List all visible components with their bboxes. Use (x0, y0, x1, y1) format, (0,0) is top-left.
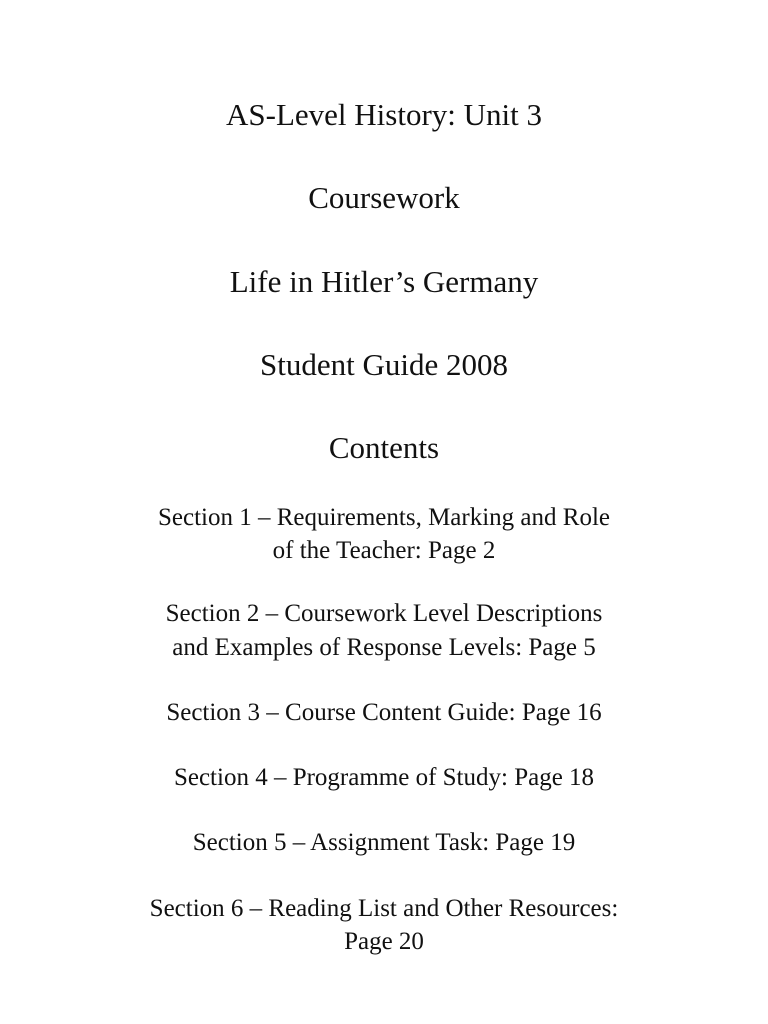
contents-entry-line: Section 1 – Requirements, Marking and Role (157, 504, 610, 531)
contents-entry-line: Page 20 (344, 928, 424, 955)
document-topic: Life in Hitler’s Germany (229, 264, 539, 299)
contents-entry-line: Section 5 – Assignment Task: Page 19 (192, 829, 576, 856)
contents-heading: Contents (328, 430, 440, 465)
student-guide-title: Student Guide 2008 (260, 347, 508, 382)
contents-entry-line: Section 2 – Coursework Level Descriptions (165, 600, 603, 627)
contents-entry-line: Section 3 – Course Content Guide: Page 16 (166, 699, 602, 726)
document-title: AS-Level History: Unit 3 (226, 97, 542, 132)
document-subtitle: Coursework (308, 180, 460, 215)
contents-entry-line: and Examples of Response Levels: Page 5 (172, 634, 596, 661)
contents-entry-line: Section 4 – Programme of Study: Page 18 (173, 764, 595, 791)
contents-entry-line: of the Teacher: Page 2 (272, 537, 496, 564)
contents-entry-line: Section 6 – Reading List and Other Resources: (149, 895, 619, 922)
